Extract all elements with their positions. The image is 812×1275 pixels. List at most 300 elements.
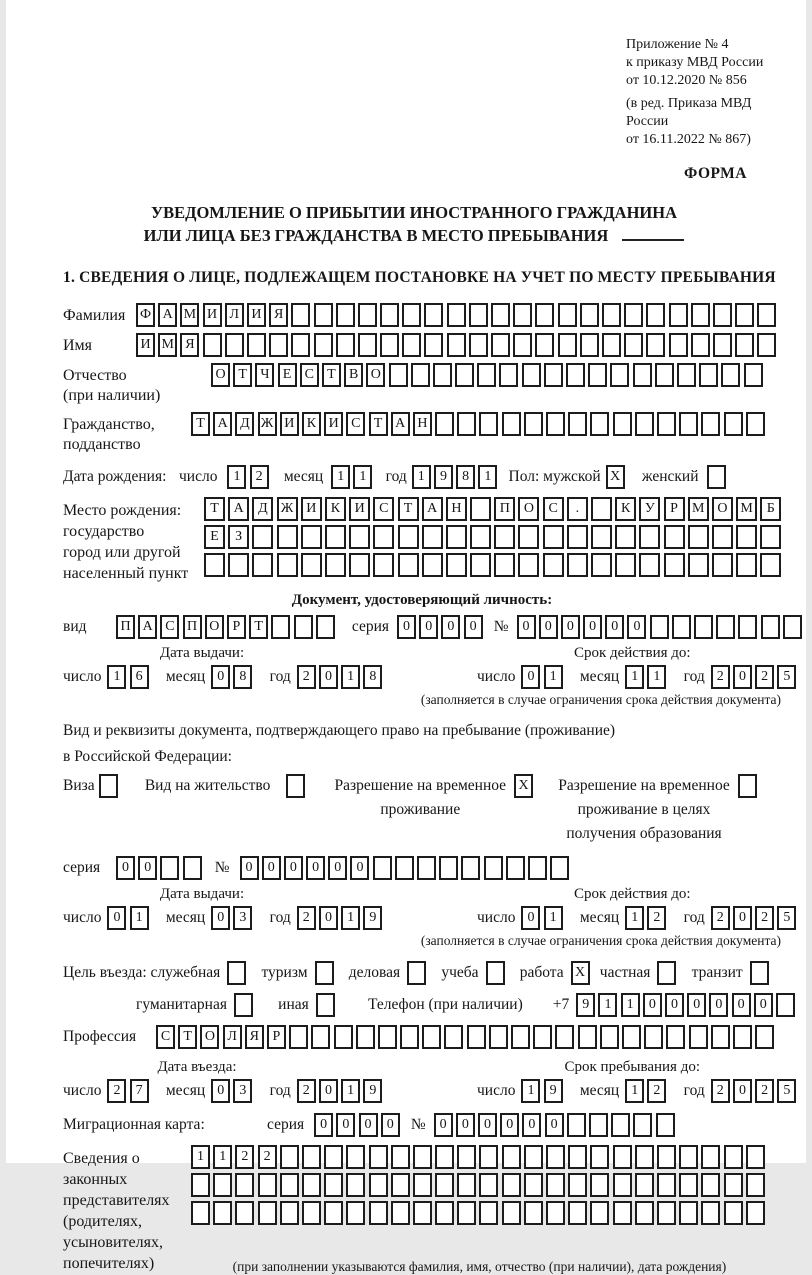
char-box: [302, 1145, 321, 1169]
char-box: 1: [213, 1145, 232, 1169]
entry-year-boxes: [297, 1079, 386, 1103]
char-box: [580, 303, 599, 327]
char-box: [316, 615, 335, 639]
residence-issue-block: [63, 886, 451, 930]
char-box: [633, 363, 652, 387]
char-box: 0: [116, 856, 135, 880]
char-box: 0: [336, 1113, 355, 1137]
char-box: [502, 1173, 521, 1197]
char-box: [325, 525, 346, 549]
char-box: 1: [544, 906, 563, 930]
char-box: [369, 1145, 388, 1169]
field-migration-card: [63, 1113, 781, 1137]
char-box: 0: [319, 1079, 338, 1103]
residence-number-boxes: [240, 856, 573, 880]
char-box: [555, 1025, 574, 1049]
char-box: [558, 303, 577, 327]
char-box: 0: [733, 665, 752, 689]
char-box: [736, 553, 757, 577]
char-box: 5: [777, 906, 796, 930]
appendix-line: от 10.12.2020 № 856: [626, 73, 747, 88]
char-box: 8: [363, 665, 382, 689]
char-box: [486, 961, 505, 985]
char-box: М: [688, 497, 709, 521]
char-box: [633, 1113, 652, 1137]
field-residence-series: [63, 856, 781, 880]
identity-issue-block: [63, 645, 451, 689]
field-surname: [63, 303, 781, 327]
char-box: Р: [227, 615, 246, 639]
char-box: [613, 1201, 632, 1225]
char-box: 0: [359, 1113, 378, 1137]
char-box: Р: [267, 1025, 286, 1049]
char-box: [446, 525, 467, 549]
char-box: О: [211, 363, 230, 387]
char-box: [280, 1201, 299, 1225]
char-box: [679, 1173, 698, 1197]
char-box: [491, 303, 510, 327]
day-label: число: [179, 468, 218, 485]
char-box: [457, 1201, 476, 1225]
char-box: [590, 412, 609, 436]
purpose-tourism-label: туризм: [261, 964, 308, 981]
char-box: 1: [107, 665, 126, 689]
char-box: [228, 553, 249, 577]
char-box: [457, 1145, 476, 1169]
char-box: Л: [225, 303, 244, 327]
char-box: Я: [180, 333, 199, 357]
char-box: [543, 525, 564, 549]
char-box: [591, 525, 612, 549]
char-box: [635, 1145, 654, 1169]
char-box: [588, 363, 607, 387]
char-box: [644, 1025, 663, 1049]
char-box: 8: [233, 665, 252, 689]
char-box: 0: [478, 1113, 497, 1137]
char-box: [712, 553, 733, 577]
char-box: [316, 993, 335, 1017]
char-box: [334, 1025, 353, 1049]
issue-year-boxes: [297, 906, 386, 930]
purpose-work-checkbox: [571, 961, 593, 985]
patronymic-boxes: [211, 363, 766, 387]
char-box: [558, 333, 577, 357]
char-box: [701, 412, 720, 436]
char-box: [494, 525, 515, 549]
char-box: [235, 1173, 254, 1197]
char-box: [234, 993, 253, 1017]
char-box: [590, 1201, 609, 1225]
char-box: 2: [711, 665, 730, 689]
char-box: [398, 525, 419, 549]
char-box: [635, 1201, 654, 1225]
birth-place-row3: [204, 553, 785, 577]
doc-number-boxes: [517, 615, 805, 639]
char-box: [691, 303, 710, 327]
char-box: [646, 333, 665, 357]
field-birth-place: [63, 497, 781, 584]
char-box: [677, 363, 696, 387]
purpose-tourism-checkbox: [315, 961, 337, 985]
char-box: 0: [211, 1079, 230, 1103]
char-box: [713, 303, 732, 327]
doc-series-boxes: [397, 615, 486, 639]
char-box: [400, 1025, 419, 1049]
migration-number-boxes: [434, 1113, 678, 1137]
char-box: [567, 1113, 586, 1137]
char-box: [235, 1201, 254, 1225]
char-box: [602, 333, 621, 357]
char-box: 1: [544, 665, 563, 689]
char-box: [391, 1173, 410, 1197]
char-box: К: [615, 497, 636, 521]
char-box: [271, 615, 290, 639]
char-box: X: [606, 465, 625, 489]
char-box: [369, 1173, 388, 1197]
char-box: 2: [711, 906, 730, 930]
residence-doc-intro: Вид и реквизиты документа, подтверждающего право на пребывание (проживание) в Российской Федерации:: [63, 722, 616, 765]
char-box: Т: [322, 363, 341, 387]
birth-place-box-rows: [204, 497, 785, 577]
valid-until-heading: Срок действия до:: [573, 645, 691, 661]
field-profession: [63, 1025, 781, 1049]
char-box: [746, 1173, 765, 1197]
char-box: [435, 1145, 454, 1169]
char-box: Я: [245, 1025, 264, 1049]
char-box: А: [213, 412, 232, 436]
char-box: [324, 1173, 343, 1197]
char-box: 0: [733, 1079, 752, 1103]
char-box: [315, 961, 334, 985]
char-box: 0: [138, 856, 157, 880]
char-box: [746, 1201, 765, 1225]
char-box: [757, 303, 776, 327]
char-box: 0: [522, 1113, 541, 1137]
visa-checkbox: [99, 774, 121, 798]
char-box: [657, 1201, 676, 1225]
char-box: 1: [625, 665, 644, 689]
char-box: С: [156, 1025, 175, 1049]
char-box: [567, 525, 588, 549]
char-box: [615, 525, 636, 549]
appendix-line: от 16.11.2022 № 867): [626, 132, 751, 147]
option-edu-permit: Разрешение на временное проживание в целях получения образования: [558, 774, 760, 846]
char-box: 8: [456, 465, 475, 489]
char-box: [578, 1025, 597, 1049]
appendix-line: к приказу МВД России: [626, 55, 764, 70]
char-box: [566, 363, 585, 387]
char-box: [655, 363, 674, 387]
char-box: Ф: [136, 303, 155, 327]
doc-kind-boxes: [116, 615, 338, 639]
issue-day-boxes: [107, 906, 151, 930]
char-box: [568, 1201, 587, 1225]
char-box: 0: [319, 906, 338, 930]
profession-boxes: [156, 1025, 777, 1049]
char-box: 0: [627, 615, 646, 639]
char-box: [735, 333, 754, 357]
char-box: [624, 333, 643, 357]
char-box: [602, 303, 621, 327]
char-box: [691, 333, 710, 357]
patronymic-label: Отчество (при наличии): [63, 367, 161, 404]
char-box: 2: [647, 1079, 666, 1103]
issue-day-boxes: [107, 665, 151, 689]
char-box: [613, 412, 632, 436]
char-box: [378, 1025, 397, 1049]
char-box: Т: [191, 412, 210, 436]
char-box: [358, 333, 377, 357]
char-box: [672, 615, 691, 639]
temp-permit-checkbox: [514, 774, 536, 798]
char-box: 1: [521, 1079, 540, 1103]
char-box: [380, 333, 399, 357]
char-box: 6: [130, 665, 149, 689]
char-box: 1: [625, 906, 644, 930]
char-box: [258, 1173, 277, 1197]
char-box: [398, 553, 419, 577]
char-box: 0: [319, 665, 338, 689]
representatives-row1: [191, 1145, 768, 1169]
char-box: [657, 961, 676, 985]
char-box: Т: [178, 1025, 197, 1049]
char-box: [735, 303, 754, 327]
char-box: [302, 1173, 321, 1197]
purpose-humanitarian-checkbox: [234, 993, 256, 1017]
char-box: [213, 1201, 232, 1225]
char-box: [679, 412, 698, 436]
char-box: 0: [733, 906, 752, 930]
title-blank-underline: [622, 225, 684, 241]
char-box: А: [228, 497, 249, 521]
char-box: Я: [269, 303, 288, 327]
char-box: [358, 303, 377, 327]
issue-date-heading: Дата выдачи:: [159, 886, 245, 902]
month-label: месяц: [165, 668, 206, 685]
char-box: [395, 856, 414, 880]
char-box: [160, 856, 179, 880]
char-box: [311, 1025, 330, 1049]
char-box: [502, 1201, 521, 1225]
char-box: [600, 1025, 619, 1049]
month-label: месяц: [579, 668, 620, 685]
char-box: О: [712, 497, 733, 521]
char-box: 0: [665, 993, 684, 1017]
char-box: [639, 525, 660, 549]
form-title-line1: УВЕДОМЛЕНИЕ О ПРИБЫТИИ ИНОСТРАННОГО ГРАЖДАНИНА: [150, 203, 678, 222]
char-box: [301, 525, 322, 549]
char-box: [712, 525, 733, 549]
representatives-box-rows: [191, 1145, 768, 1275]
char-box: [544, 363, 563, 387]
char-box: [324, 1201, 343, 1225]
valid-year-boxes: [711, 906, 800, 930]
char-box: [346, 1145, 365, 1169]
surname-boxes: [136, 303, 779, 327]
field-doc-kind: [63, 615, 781, 639]
char-box: [635, 412, 654, 436]
char-box: 1: [625, 1079, 644, 1103]
char-box: [402, 303, 421, 327]
char-box: [99, 774, 118, 798]
char-box: [469, 333, 488, 357]
char-box: [591, 497, 612, 521]
residence-series-boxes: [116, 856, 205, 880]
valid-day-boxes: [521, 665, 565, 689]
notification-form-page: [6, 0, 806, 1274]
char-box: [699, 363, 718, 387]
char-box: [402, 333, 421, 357]
year-label: год: [269, 909, 291, 926]
char-box: Д: [235, 412, 254, 436]
char-box: [407, 961, 426, 985]
purpose-commercial-checkbox: [407, 961, 429, 985]
char-box: 0: [419, 615, 438, 639]
char-box: [783, 615, 802, 639]
char-box: О: [200, 1025, 219, 1049]
option-visa: Виза: [63, 774, 121, 798]
char-box: [635, 1173, 654, 1197]
form-label: ФОРМА: [683, 165, 747, 182]
char-box: [373, 525, 394, 549]
validity-note: (заполняется в случае ограничения срока действия документа): [420, 933, 781, 948]
char-box: [325, 553, 346, 577]
char-box: [433, 363, 452, 387]
given-name-boxes: [136, 333, 779, 357]
char-box: [724, 412, 743, 436]
char-box: [411, 363, 430, 387]
identity-doc-dates: [63, 645, 791, 689]
char-box: [694, 615, 713, 639]
identity-doc-heading: Документ, удостоверяющий личность:: [291, 592, 553, 608]
char-box: [750, 961, 769, 985]
citizenship-label: Гражданство, подданство: [63, 416, 155, 453]
char-box: А: [391, 412, 410, 436]
char-box: 1: [227, 465, 246, 489]
char-box: 0: [521, 906, 540, 930]
char-box: [435, 1173, 454, 1197]
series-label: серия: [63, 859, 101, 876]
char-box: 1: [341, 906, 360, 930]
char-box: [356, 1025, 375, 1049]
char-box: [479, 1145, 498, 1169]
edu-permit-checkbox: [738, 774, 760, 798]
char-box: [435, 1201, 454, 1225]
char-box: [757, 333, 776, 357]
char-box: 0: [521, 665, 540, 689]
number-label: №: [214, 859, 230, 876]
year-label: год: [683, 909, 705, 926]
appendix-line: Приложение № 4: [626, 37, 729, 52]
char-box: [424, 333, 443, 357]
char-box: С: [160, 615, 179, 639]
year-label: год: [269, 1082, 291, 1099]
char-box: [535, 333, 554, 357]
char-box: [755, 1025, 774, 1049]
char-box: [688, 553, 709, 577]
char-box: [518, 553, 539, 577]
char-box: [294, 615, 313, 639]
representatives-row2: [191, 1173, 768, 1197]
day-label: число: [477, 909, 516, 926]
char-box: 0: [314, 1113, 333, 1137]
char-box: [591, 553, 612, 577]
char-box: [568, 1145, 587, 1169]
issue-date-heading: Дата выдачи:: [159, 645, 245, 661]
char-box: [524, 1201, 543, 1225]
char-box: [528, 856, 547, 880]
residence-permit-checkbox: [286, 774, 308, 798]
char-box: 1: [353, 465, 372, 489]
char-box: [518, 525, 539, 549]
valid-year-boxes: [711, 665, 800, 689]
char-box: [679, 1201, 698, 1225]
char-box: [417, 856, 436, 880]
char-box: М: [736, 497, 757, 521]
year-label: год: [385, 468, 407, 485]
char-box: [258, 1201, 277, 1225]
char-box: X: [571, 961, 590, 985]
char-box: [669, 303, 688, 327]
form-title: [47, 201, 781, 247]
char-box: М: [158, 333, 177, 357]
char-box: 0: [545, 1113, 564, 1137]
appendix-reference: [626, 36, 781, 149]
char-box: 0: [539, 615, 558, 639]
char-box: [413, 1173, 432, 1197]
char-box: 2: [235, 1145, 254, 1169]
char-box: [624, 303, 643, 327]
char-box: [424, 303, 443, 327]
phone-boxes: [576, 993, 798, 1017]
field-patronymic: [63, 363, 781, 406]
char-box: Е: [278, 363, 297, 387]
identity-valid-block: [451, 645, 812, 689]
phone-prefix: +7: [552, 996, 570, 1013]
char-box: [203, 333, 222, 357]
profession-label: Профессия: [63, 1028, 137, 1045]
residence-doc-dates: [63, 886, 791, 930]
char-box: Т: [233, 363, 252, 387]
char-box: 0: [107, 906, 126, 930]
char-box: [314, 333, 333, 357]
char-box: [689, 1025, 708, 1049]
char-box: 3: [233, 906, 252, 930]
char-box: 1: [191, 1145, 210, 1169]
char-box: [590, 1145, 609, 1169]
char-box: [479, 1201, 498, 1225]
char-box: [733, 1025, 752, 1049]
char-box: И: [247, 303, 266, 327]
sex-female-label: женский: [641, 468, 699, 485]
char-box: [269, 333, 288, 357]
char-box: [422, 1025, 441, 1049]
char-box: [502, 412, 521, 436]
given-name-label: Имя: [63, 337, 93, 354]
char-box: [701, 1173, 720, 1197]
char-box: [546, 1173, 565, 1197]
char-box: .: [567, 497, 588, 521]
char-box: Т: [249, 615, 268, 639]
sex-male-checkbox: [606, 465, 628, 489]
char-box: Н: [446, 497, 467, 521]
char-box: [252, 553, 273, 577]
char-box: [494, 553, 515, 577]
char-box: [191, 1201, 210, 1225]
sex-male-label: Пол: мужской: [508, 468, 601, 485]
char-box: 0: [561, 615, 580, 639]
char-box: 0: [500, 1113, 519, 1137]
